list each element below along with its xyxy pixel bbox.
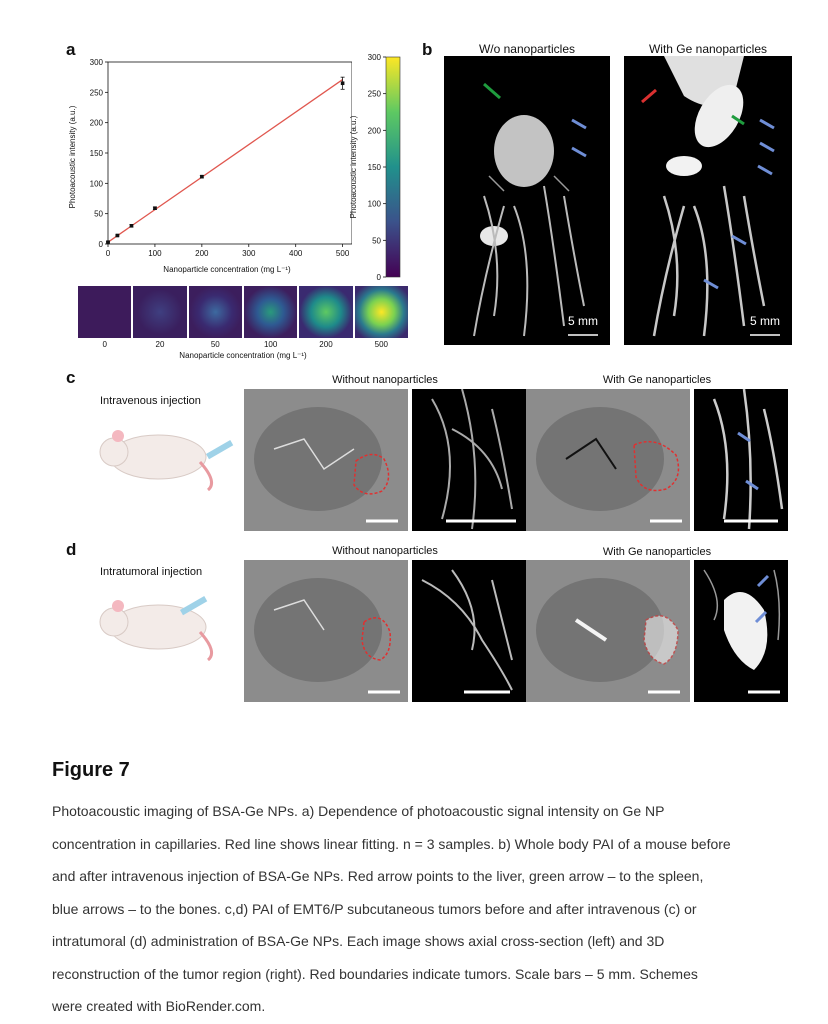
axial-image [244, 560, 408, 702]
capillary-label: 500 [374, 340, 388, 349]
panel-label-a: a [66, 40, 76, 59]
calibration-chart [62, 52, 352, 278]
panel-b-left-title: W/o nanoparticles [478, 42, 576, 56]
y-tick-label: 250 [89, 88, 103, 98]
red-arrow-icon [642, 90, 656, 102]
y-tick-label: 100 [89, 179, 103, 189]
blue-arrow-icon [758, 166, 772, 174]
panel-label-b: b [422, 40, 433, 59]
colorbar-tick-label: 50 [372, 236, 381, 246]
injection-label: Intratumoral injection [100, 566, 203, 578]
blue-arrow-icon [572, 120, 586, 128]
caption-line: intratumoral (d) administration of BSA-Ge NPs. Each image shows axial cross-section (left) and 3D [52, 933, 665, 949]
colorbar [346, 52, 416, 282]
capillary-image [133, 286, 186, 338]
caption-line: concentration in capillaries. Red line shows linear fitting. n = 3 samples. b) Whole body PAI of a mouse before [52, 835, 731, 852]
fit-line [108, 80, 343, 243]
capillary-label: 20 [155, 340, 165, 349]
colorbar-title: Photoacoustic intensity (a.u.) [349, 115, 358, 219]
3d-reconstruction [412, 389, 526, 531]
capillary-labels [78, 340, 408, 349]
mouse-illustration [88, 422, 238, 492]
colorbar-tick-label: 0 [376, 273, 381, 282]
data-point [153, 206, 157, 210]
capillary-label: 200 [319, 340, 333, 349]
capillary-image [244, 286, 297, 338]
blue-arrow-icon [760, 120, 774, 128]
capillary-image [189, 286, 242, 338]
mouse-body-pai [624, 56, 792, 345]
capillary-axis-title: Nanoparticle concentration (mg L⁻¹) [179, 351, 307, 360]
scale-bar-label: 5 mm [750, 314, 780, 328]
x-axis-title: Nanoparticle concentration (mg L⁻¹) [163, 265, 291, 274]
blue-arrow-icon [758, 576, 768, 586]
pai-image-without [444, 56, 610, 345]
figure-caption [52, 795, 822, 1023]
x-tick-label: 300 [242, 249, 256, 258]
colorbar-tick-label: 250 [367, 89, 381, 99]
capillary-image [299, 286, 352, 338]
capillary-image [78, 286, 131, 338]
x-tick-label: 500 [335, 249, 350, 258]
y-tick-label: 50 [94, 209, 103, 219]
blue-arrow-icon [746, 481, 758, 489]
green-arrow-icon [484, 84, 500, 98]
3d-reconstruction [412, 560, 526, 702]
blue-arrow-icon [732, 236, 746, 244]
panel-label-c: c [66, 368, 76, 387]
data-point [200, 175, 204, 179]
caption-line: were created with BioRender.com. [52, 998, 266, 1014]
y-tick-label: 300 [89, 58, 103, 67]
scale-bar-label: 5 mm [568, 314, 598, 328]
y-axis-title: Photoacoustic intensity (a.u.) [68, 105, 77, 209]
mouse-illustration [88, 592, 238, 662]
data-point [106, 240, 110, 244]
injection-label: Intravenous injection [100, 395, 201, 407]
capillary-label: 100 [263, 340, 278, 349]
mouse-body-pai [444, 56, 610, 345]
x-tick-label: 0 [105, 249, 111, 258]
panel-d-right-title: With Ge nanoparticles [602, 546, 712, 558]
pai-image-with-ge [624, 56, 792, 345]
capillary-strip [78, 286, 408, 338]
colorbar-tick-label: 150 [367, 163, 381, 172]
panel-b-right-title: With Ge nanoparticles [648, 42, 768, 56]
capillary-label: 50 [210, 340, 220, 349]
data-point [341, 81, 345, 85]
colorbar-tick-label: 100 [367, 199, 381, 209]
caption-line: blue arrows – to the bones. c,d) PAI of EMT6/P subcutaneous tumors before and after intravenous (c) or [52, 900, 697, 917]
y-tick-label: 150 [89, 149, 103, 158]
colorbar-tick-label: 200 [367, 126, 381, 136]
blue-arrow-icon [572, 148, 586, 156]
x-tick-label: 400 [289, 249, 303, 258]
data-point [116, 234, 120, 238]
y-tick-label: 200 [89, 118, 103, 128]
blue-arrow-icon [760, 143, 774, 151]
3d-reconstruction [694, 560, 788, 702]
x-tick-label: 100 [148, 249, 162, 258]
figure-title: Figure 7 [52, 759, 130, 781]
axial-image [526, 560, 690, 702]
3d-reconstruction [694, 389, 788, 531]
panel-c-right-title: With Ge nanoparticles [602, 374, 712, 386]
caption-line: reconstruction of the tumor region (right). Red boundaries indicate tumors. Scale bars – 5 mm. Schemes [52, 965, 698, 982]
y-tick-label: 0 [98, 240, 103, 249]
panel-d-left-title: Without nanoparticles [332, 545, 438, 557]
colorbar-tick-label: 300 [367, 53, 381, 62]
axial-image [526, 389, 690, 531]
caption-line: and after intravenous injection of BSA-Ge NPs. Red arrow points to the liver, green arrow – to the spleen, [52, 868, 704, 884]
caption-line: Photoacoustic imaging of BSA-Ge NPs. a) Dependence of photoacoustic signal intensity on Ge NP [52, 803, 665, 819]
axial-image [244, 389, 408, 531]
capillary-label: 0 [102, 340, 107, 349]
data-point [130, 224, 134, 228]
capillary-image [355, 286, 408, 338]
x-tick-label: 200 [195, 249, 209, 258]
syringe-icon [206, 440, 233, 459]
panel-label-d: d [66, 540, 77, 559]
panel-c-left-title: Without nanoparticles [332, 374, 438, 386]
